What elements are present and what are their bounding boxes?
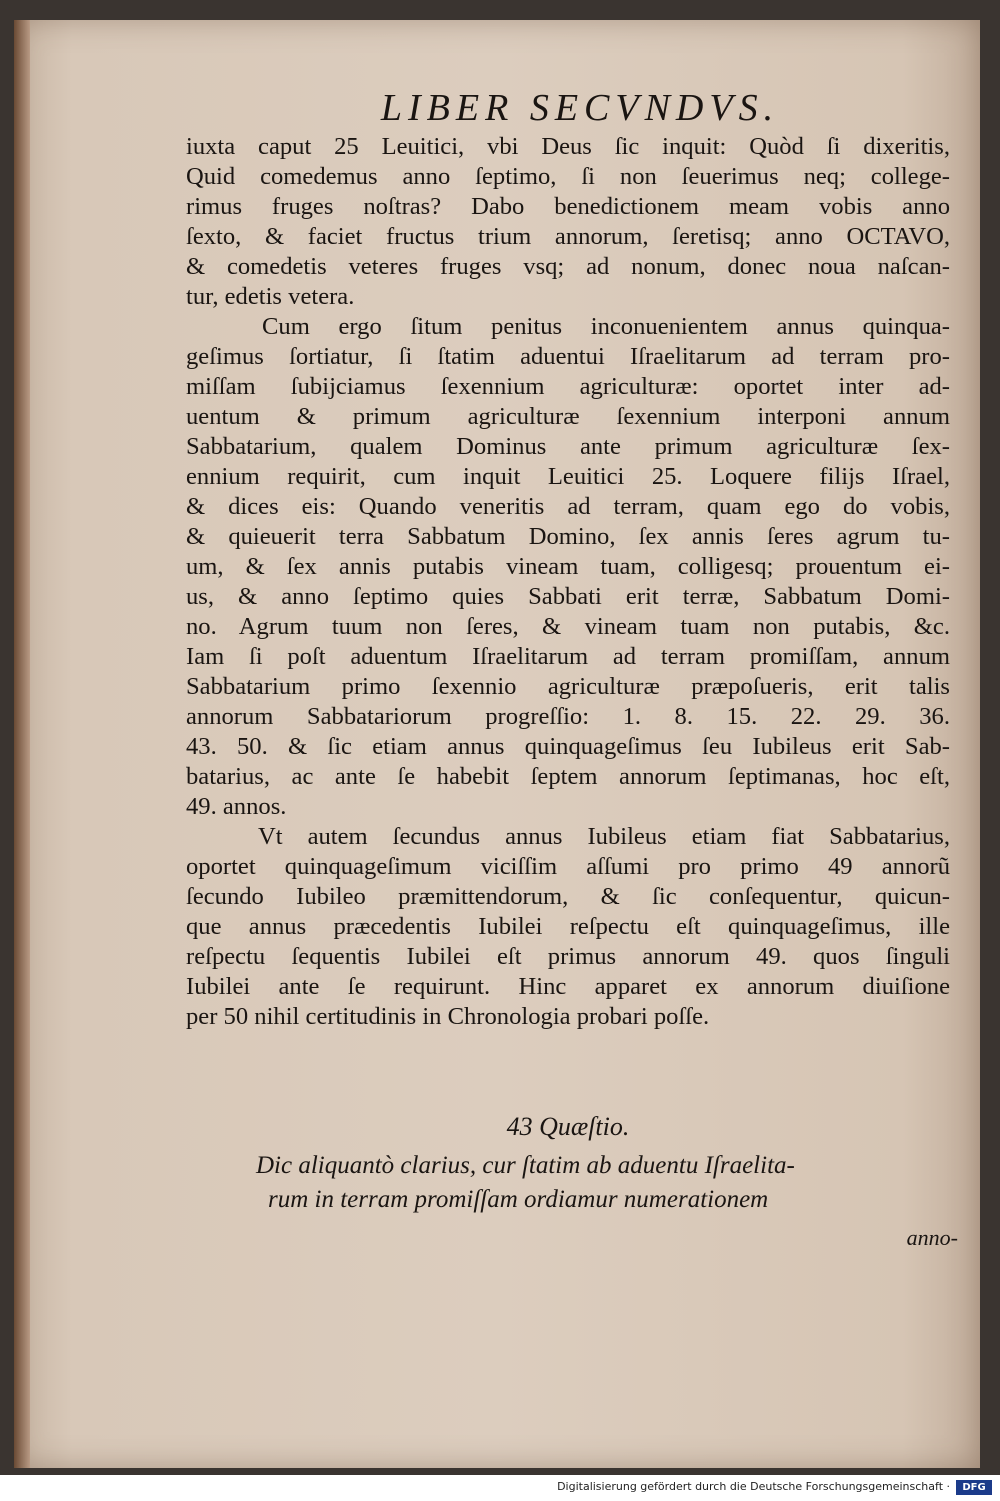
funding-notice: Digitalisierung gefördert durch die Deutsche Forschungsgemeinschaft · — [557, 1480, 950, 1493]
text-line: Vt autem ſecundus annus Iubileus etiam fiat Sabbatarius, — [258, 823, 950, 850]
text-line: iuxta caput 25 Leuitici, vbi Deus ſic inquit: Quòd ſi dixeritis, — [186, 133, 950, 160]
text-line: ſexto, & faciet fructus trium annorum, ſeretisq; anno OCTAVO, — [186, 223, 950, 250]
paragraph-1 — [186, 132, 950, 312]
paragraph-3 — [186, 822, 950, 1032]
text-line: miſſam ſubijciamus ſexennium agriculturæ: oportet inter ad- — [186, 373, 950, 400]
text-line: um, & ſex annis putabis vineam tuam, colligesq; prouentum ei- — [186, 553, 950, 580]
text-line: & dices eis: Quando veneritis ad terram, quam ego do vobis, — [186, 493, 950, 520]
question-line: rum in terram promiſſam ordiamur numerationem — [268, 1186, 769, 1213]
text-line: uentum & primum agriculturæ ſexennium interponi annum — [186, 403, 950, 430]
catchword: anno- — [906, 1225, 958, 1250]
text-line: rimus fruges noſtras? Dabo benedictionem meam vobis anno — [186, 193, 950, 220]
text-line: & quieuerit terra Sabbatum Domino, ſex annis ſeres agrum tu- — [186, 523, 950, 550]
text-line: Iam ſi poſt aduentum Iſraelitarum ad terram promiſſam, annum — [186, 643, 950, 670]
dfg-logo: DFG — [956, 1480, 992, 1495]
text-line: oportet quinquageſimum viciſſim aſſumi pro primo 49 annorũ — [186, 853, 950, 880]
question-line: Dic aliquantò clarius, cur ſtatim ab aduentu Iſraelita- — [256, 1152, 795, 1179]
question-text — [256, 1152, 795, 1220]
text-line: per 50 nihil certitudinis in Chronologia probari poſſe. — [186, 1003, 710, 1030]
text-line: reſpectu ſequentis Iubilei eſt primus annorum 49. quos ſinguli — [186, 943, 950, 970]
text-line: Iubilei ante ſe requirunt. Hinc apparet ex annorum diuiſione — [186, 973, 950, 1000]
text-line: no. Agrum tuum non ſeres, & vineam tuam non putabis, &c. — [186, 613, 950, 640]
digitization-footer — [0, 1475, 1000, 1501]
text-line: Quid comedemus anno ſeptimo, ſi non ſeuerimus neq; college- — [186, 163, 950, 190]
text-line: 43. 50. & ſic etiam annus quinquageſimus ſeu Iubileus erit Sab- — [186, 733, 950, 760]
text-line: batarius, ac ante ſe habebit ſeptem annorum ſeptimanas, hoc eſt, — [186, 763, 950, 790]
text-line: Cum ergo ſitum penitus inconuenientem annus quinqua- — [262, 313, 950, 340]
text-line: Sabbatarium primo ſexennio agriculturæ præpoſueris, erit talis — [186, 673, 950, 700]
running-head: LIBER SECVNDVS. — [380, 87, 780, 129]
text-line: que annus præcedentis Iubilei reſpectu eſt quinquageſimus, ille — [186, 913, 950, 940]
text-line: ennium requirit, cum inquit Leuitici 25. Loquere filijs Iſrael, — [186, 463, 950, 490]
text-line: Sabbatarium, qualem Dominus ante primum agriculturæ ſex- — [186, 433, 950, 460]
text-line: annorum Sabbatariorum progreſſio: 1. 8. 15. 22. 29. 36. — [186, 703, 950, 730]
text-line: 49. annos. — [186, 793, 287, 820]
body-text — [186, 132, 950, 1032]
text-line: geſimus ſortiatur, ſi ſtatim aduentui Iſraelitarum ad terram pro- — [186, 343, 950, 370]
text-line: & comedetis veteres fruges vsq; ad nonum, donec noua naſcan- — [186, 253, 950, 280]
text-line: us, & anno ſeptimo quies Sabbati erit terræ, Sabbatum Domi- — [186, 583, 950, 610]
page-gutter — [14, 20, 30, 1468]
paragraph-2 — [186, 312, 950, 822]
text-line: ſecundo Iubileo præmittendorum, & ſic conſequentur, quicun- — [186, 883, 950, 910]
text-line: tur, edetis vetera. — [186, 283, 355, 310]
question-heading: 43 Quæſtio. — [506, 1112, 630, 1141]
